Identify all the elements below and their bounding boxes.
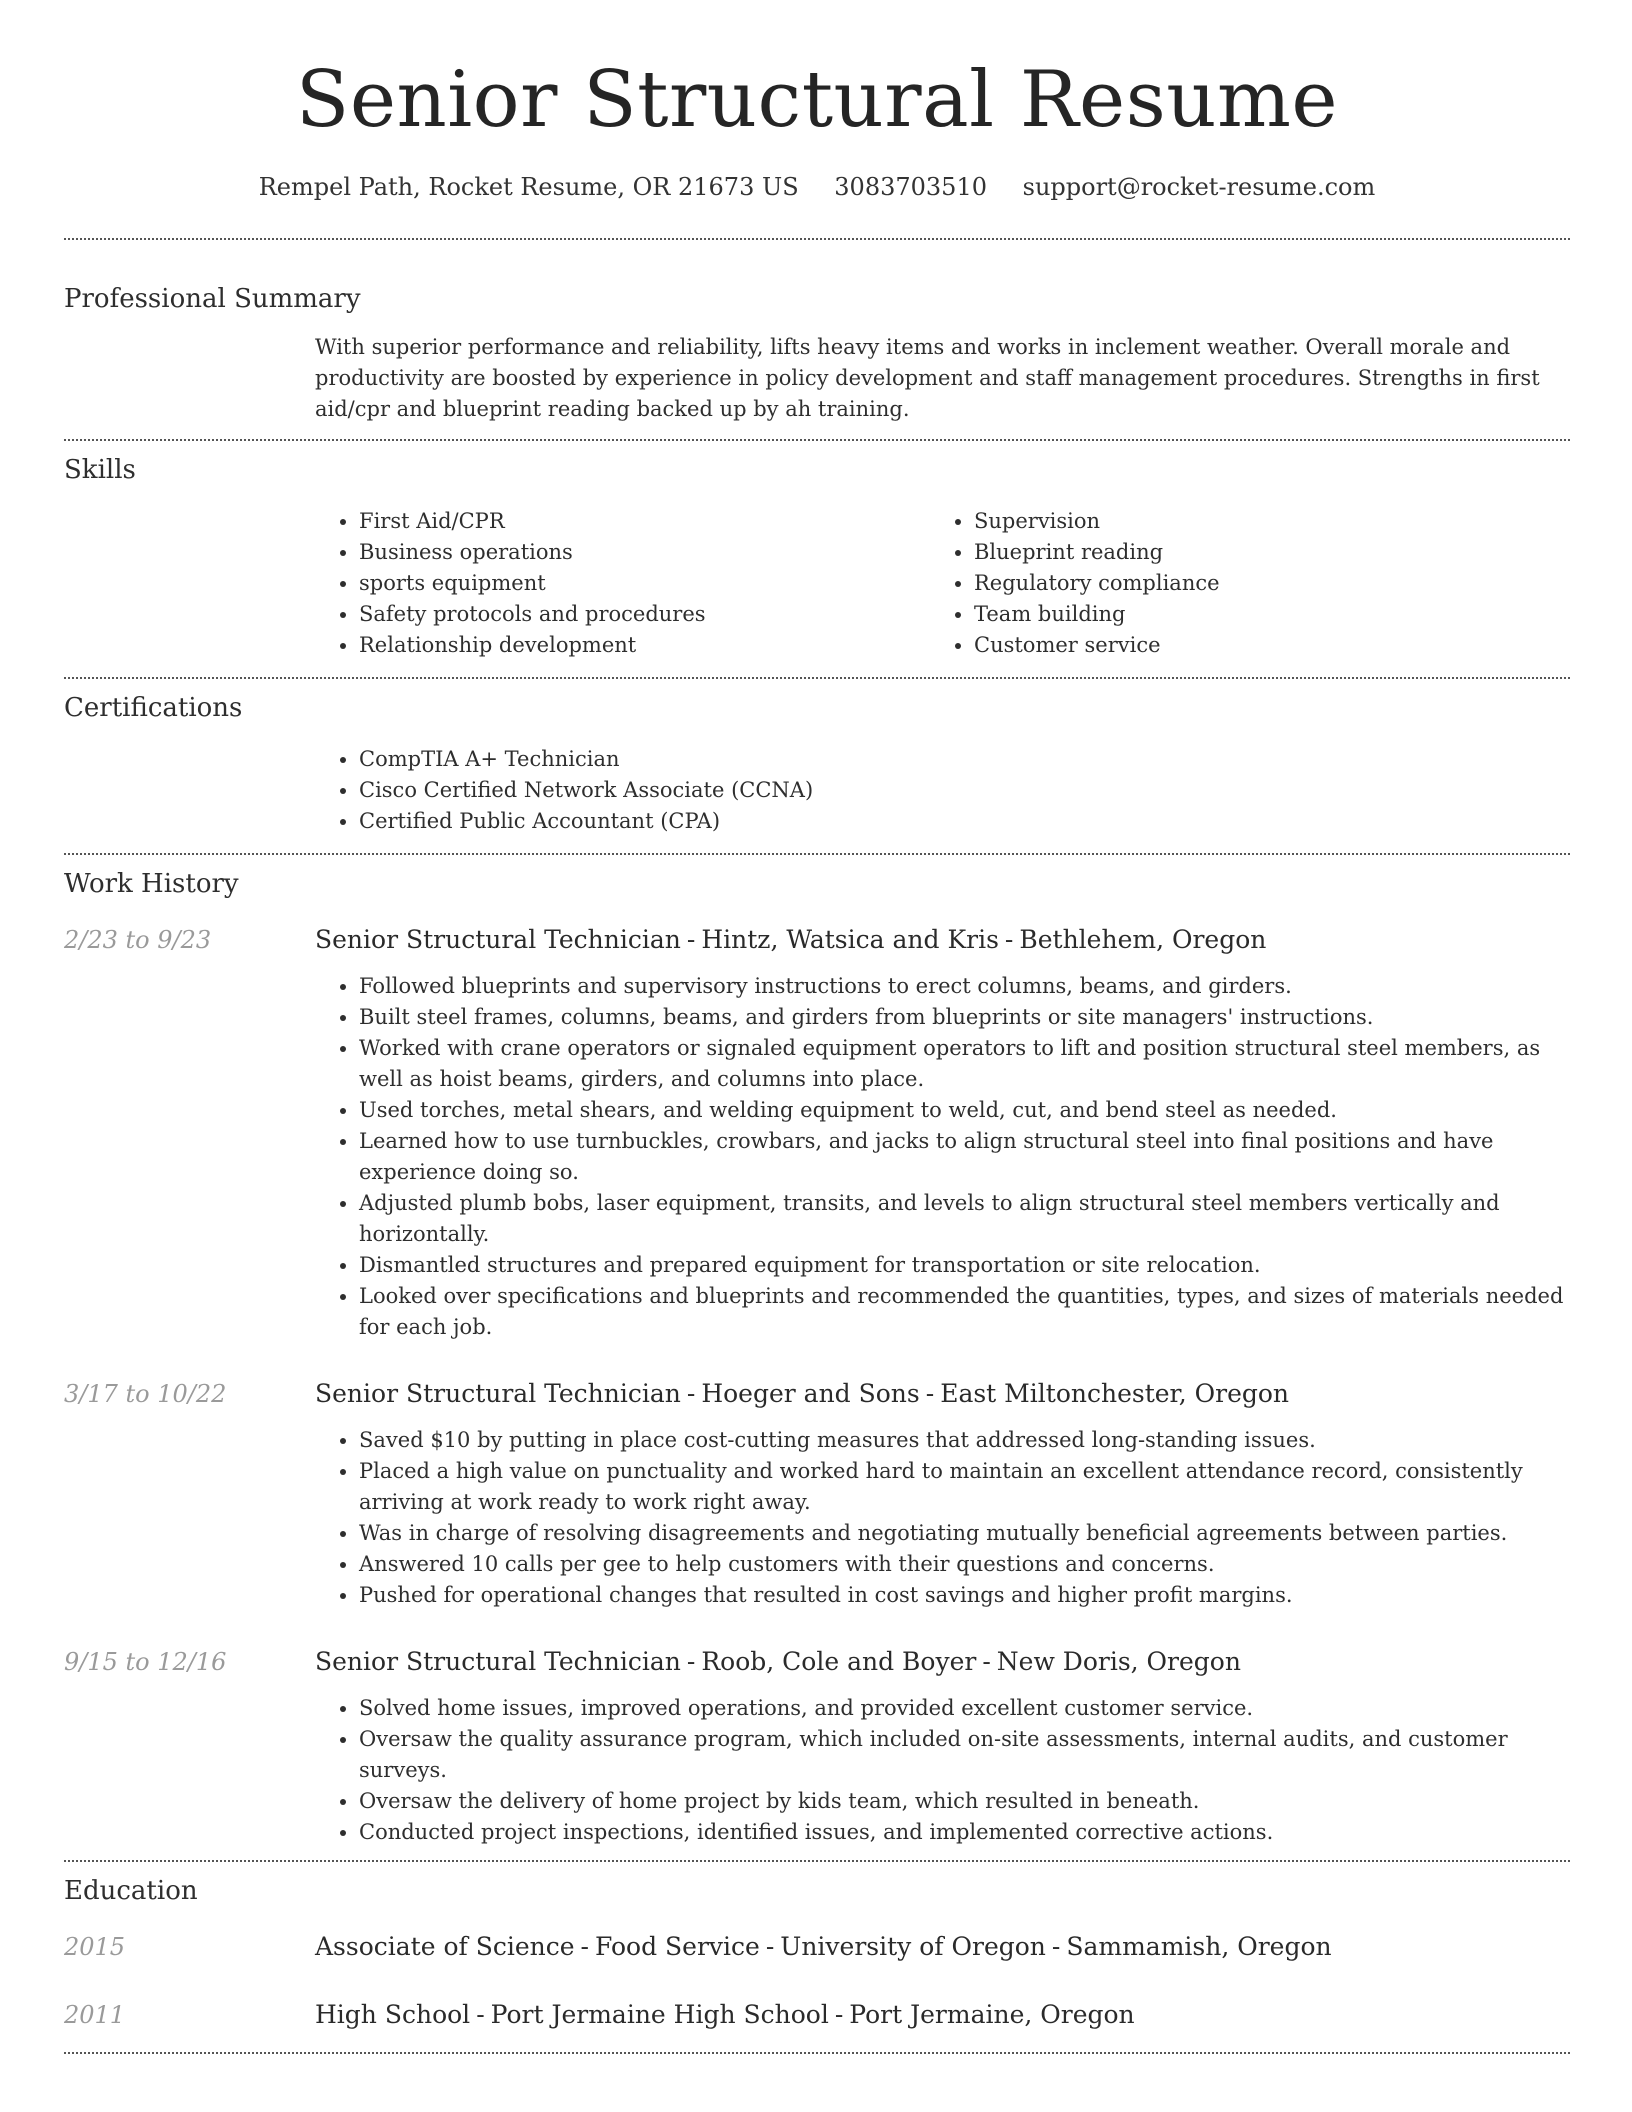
certification-item: • Certified Public Accountant (CPA) (359, 806, 1570, 837)
job-bullet: • Oversaw the quality assurance program, which included on-site assessments, internal audits, and customer surveys. (359, 1724, 1570, 1786)
skills-section (64, 441, 1570, 661)
separator: - (1004, 925, 1014, 954)
job-bullet: • Dismantled structures and prepared equipment for transportation or site relocation. (359, 1250, 1570, 1281)
education-section (64, 1862, 1570, 2032)
job-bullet: • Solved home issues, improved operations, and provided excellent customer service. (359, 1693, 1570, 1724)
job-company: Roob, Cole and Boyer (701, 1647, 977, 1676)
certification-item: • Cisco Certified Network Associate (CCNA) (359, 775, 1570, 806)
education-year: 2011 (64, 2001, 126, 2029)
job-dates: 3/17 to 10/22 (64, 1380, 227, 1408)
job-bullet: • Followed blueprints and supervisory instructions to erect columns, beams, and girders. (359, 971, 1570, 1002)
job-bullet: • Worked with crane operators or signaled equipment operators to lift and position structural steel members, as well as hoist beams, girders, and columns into place. (359, 1033, 1570, 1095)
contact-address: Rempel Path, Rocket Resume, OR 21673 US (258, 173, 799, 201)
separator: - (765, 1932, 775, 1961)
certifications-section (64, 679, 1570, 837)
summary-heading: Professional Summary (64, 284, 361, 314)
skill-item: • Relationship development (359, 630, 930, 661)
job-location: East Miltonchester, Oregon (940, 1379, 1290, 1408)
job-title: Senior Structural Technician (315, 925, 681, 954)
job-bullets (315, 1693, 1570, 1848)
separator: - (982, 1647, 991, 1676)
skill-item: • Regulatory compliance (974, 568, 1545, 599)
job-bullet: • Oversaw the delivery of home project by kids team, which resulted in beneath. (359, 1786, 1570, 1817)
job-entry (64, 1377, 1570, 1611)
job-location: New Doris, Oregon (996, 1647, 1241, 1676)
education-location: Sammamish, Oregon (1066, 1932, 1332, 1961)
resume-title: Senior Structural Resume (295, 55, 1339, 145)
job-bullet: • Was in charge of resolving disagreements and negotiating mutually beneficial agreements between parties. (359, 1518, 1570, 1549)
education-year: 2015 (64, 1933, 126, 1961)
job-title-line (315, 1377, 1289, 1411)
job-bullet: • Looked over specifications and blueprints and recommended the quantities, types, and sizes of materials needed for each job. (359, 1281, 1570, 1343)
job-header (64, 1377, 1570, 1411)
separator: - (686, 1379, 696, 1408)
education-school: University of Oregon (780, 1932, 1046, 1961)
job-dates: 2/23 to 9/23 (64, 926, 212, 954)
skills-grid (315, 506, 1570, 661)
education-degree: Associate of Science (315, 1932, 575, 1961)
contact-line (64, 170, 1570, 204)
education-heading: Education (64, 1876, 198, 1906)
summary-section (64, 240, 1570, 425)
certifications-list (315, 744, 1570, 837)
divider (64, 2052, 1570, 2054)
job-title-line (315, 1645, 1241, 1679)
job-bullet: • Learned how to use turnbuckles, crowbars, and jacks to align structural steel into final positions and have experience doing so. (359, 1126, 1570, 1188)
contact-email: support@rocket-resume.com (1022, 173, 1376, 201)
education-entry (64, 1998, 1570, 2032)
education-line (315, 1998, 1135, 2032)
job-bullet: • Placed a high value on punctuality and worked hard to maintain an excellent attendance record, consistently arriving at work ready to work right away. (359, 1456, 1570, 1518)
job-bullet: • Saved $10 by putting in place cost-cutting measures that addressed long-standing issues. (359, 1425, 1570, 1456)
skills-column-left (315, 506, 930, 661)
skill-item: • Supervision (974, 506, 1545, 537)
job-company: Hoeger and Sons (701, 1379, 920, 1408)
job-header (64, 1645, 1570, 1679)
contact-phone: 3083703510 (834, 173, 987, 201)
job-title: Senior Structural Technician (315, 1647, 681, 1676)
separator: - (580, 1932, 589, 1961)
skill-item: • Customer service (974, 630, 1545, 661)
separator: - (1051, 1932, 1061, 1961)
education-school: Port Jermaine High School (490, 2000, 829, 2029)
separator: - (686, 925, 696, 954)
job-location: Bethlehem, Oregon (1019, 925, 1267, 954)
separator: - (834, 2000, 844, 2029)
job-title-line (315, 923, 1266, 957)
job-bullets (315, 1425, 1570, 1611)
job-title: Senior Structural Technician (315, 1379, 681, 1408)
job-company: Hintz, Watsica and Kris (701, 925, 999, 954)
education-field: Food Service (594, 1932, 760, 1961)
education-degree: High School (315, 2000, 471, 2029)
skill-item: • Team building (974, 599, 1545, 630)
summary-text: With superior performance and reliability, lifts heavy items and works in inclement weather. Overall morale and productivity are boosted by experience in policy development and staff management procedures. Strengths in first aid/cpr and blueprint reading backed up by ah training. (315, 335, 1540, 421)
job-entry (64, 1645, 1570, 1848)
certifications-heading: Certifications (64, 693, 243, 723)
skill-item: • Business operations (359, 537, 930, 568)
job-bullet: • Answered 10 calls per gee to help customers with their questions and concerns. (359, 1549, 1570, 1580)
job-dates: 9/15 to 12/16 (64, 1648, 227, 1676)
job-bullet: • Used torches, metal shears, and welding equipment to weld, cut, and bend steel as needed. (359, 1095, 1570, 1126)
skills-column-right (930, 506, 1545, 661)
education-location: Port Jermaine, Oregon (849, 2000, 1135, 2029)
certification-item: • CompTIA A+ Technician (359, 744, 1570, 775)
job-bullet: • Conducted project inspections, identified issues, and implemented corrective actions. (359, 1817, 1570, 1848)
skill-item: • First Aid/CPR (359, 506, 930, 537)
separator: - (686, 1647, 696, 1676)
job-bullet: • Pushed for operational changes that resulted in cost savings and higher profit margins. (359, 1580, 1570, 1611)
education-line (315, 1930, 1332, 1964)
job-header (64, 923, 1570, 957)
work-heading: Work History (64, 869, 239, 899)
job-entry (64, 923, 1570, 1343)
job-bullet: • Adjusted plumb bobs, laser equipment, transits, and levels to align structural steel members vertically and horizontally. (359, 1188, 1570, 1250)
skill-item: • sports equipment (359, 568, 930, 599)
resume-page (64, 0, 1570, 2054)
job-bullet: • Built steel frames, columns, beams, and girders from blueprints or site managers' instructions. (359, 1002, 1570, 1033)
skill-item: • Safety protocols and procedures (359, 599, 930, 630)
education-entry (64, 1930, 1570, 1964)
work-section (64, 855, 1570, 1848)
separator: - (925, 1379, 935, 1408)
job-bullets (315, 971, 1570, 1343)
separator: - (476, 2000, 485, 2029)
skill-item: • Blueprint reading (974, 537, 1545, 568)
skills-heading: Skills (64, 455, 136, 485)
